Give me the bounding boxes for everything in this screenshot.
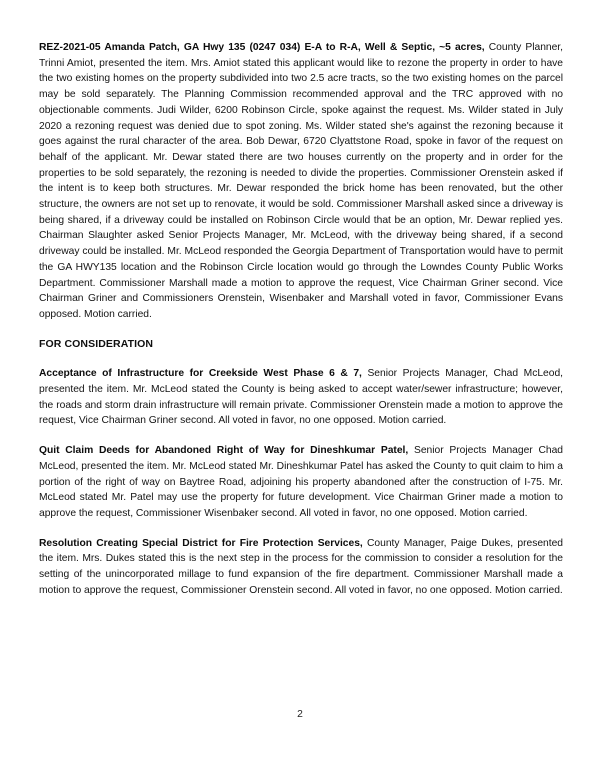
item-lead-label: REZ-2021-05 Amanda Patch, GA Hwy 135 (0247 034) E-A to R-A, Well & Septic, ~5 acres, bbox=[39, 42, 485, 53]
paragraph-rezoning-item-rez-2021-05 bbox=[39, 40, 563, 323]
item-lead-label: Resolution Creating Special District for Fire Protection Services, bbox=[39, 537, 363, 549]
document-body bbox=[39, 40, 563, 599]
item-body-text: Senior Projects Manager, Chad McLeod, presented the item. Mr. McLeod stated the County is being asked to accept water/sewer infrastructure; however, the roads and storm drain infrastructure will remain private. Commissioner Orenstein made a motion to approve the request, Vice Chairman Griner second. All voted in favor, no one opposed. Motion carried. bbox=[39, 368, 563, 427]
item-lead-label: Quit Claim Deeds for Abandoned Right of Way for Dineshkumar Patel, bbox=[39, 445, 409, 457]
page-number: 2 bbox=[297, 709, 303, 720]
item-body-text: Senior Projects Manager Chad McLeod, presented the item. Mr. McLeod stated Mr. Dineshkumar Patel has asked the County to quit claim to him a portion of the right of way on Baytree Road, adjoining his property abandoned after the construction of I-75. Mr. McLeod stated Mr. Patel may use the property for future development. Vice Chairman Griner made a motion to approve the request, Commissioner Wisenbaker second. All voted in favor, no one opposed. Motion carried. bbox=[39, 445, 563, 519]
item-body-text: County Planner, Trinni Amiot, presented the item. Mrs. Amiot stated this applicant would like to rezone the property in order to have the two existing homes on the property subdivided into two 2.5 acre tracts, so the two existing homes on the parcel may be sold separately. The Planning Commission recommended approval and the TRC approved with no objectionable comments. Judi Wilder, 6200 Robinson Circle, spoke against the request. Ms. Wilder stated in July 2020 a rezoning request was denied due to spot zoning. Ms. Wilder stated she's against the rezoning because it goes against the rural character of the area. Bob Dewar, 6720 Clyattstone Road, spoke in favor of the request on behalf of the applicant. Mr. Dewar stated there are two houses currently on the property and in order for the properties to be sold separately, the rezoning is needed to divide the properties. Commissioner Orenstein asked if the intent is to keep both structures. Mr. Dewar responded the brick home has been renovated, but the other structure, the owners are not set up to renovate, it would be sold. Commissioner Marshall asked since a driveway is being shared, if a driveway could be installed on Robinson Circle would that be an option, Mr. Dewar replied yes. Chairman Slaughter asked Senior Projects Manager, Mr. McLeod, with the driveway being shared, if a second driveway could be installed. Mr. McLeod responded the Georgia Department of Transportation would have to permit the GA HWY135 location and the Robinson Circle location would go through the Lowndes County Public Works Department. Commissioner Marshall made a motion to approve the request, Vice Chairman Griner second. Vice Chairman Griner and Commissioners Orenstein, Wisenbaker and Marshall voted in favor, Commissioner Evans opposed. Motion carried. bbox=[39, 42, 563, 320]
paragraph-item-quit-claim-deeds-patel bbox=[39, 443, 563, 522]
item-lead-label: Acceptance of Infrastructure for Creekside West Phase 6 & 7, bbox=[39, 368, 362, 380]
item-body-text: County Manager, Paige Dukes, presented the item. Mrs. Dukes stated this is the next step in the process for the commission to consider a resolution for the setting of the unincorporated millage to fund expansion of the fire department. Commissioner Marshall made a motion to approve the request, Commissioner Orenstein second. All voted in favor, no one opposed. Motion carried. bbox=[39, 537, 563, 596]
for-consideration-heading: FOR CONSIDERATION bbox=[39, 337, 154, 350]
paragraph-item-creekside-west-infrastructure bbox=[39, 366, 563, 429]
paragraph-item-fire-protection-special-district bbox=[39, 536, 563, 599]
